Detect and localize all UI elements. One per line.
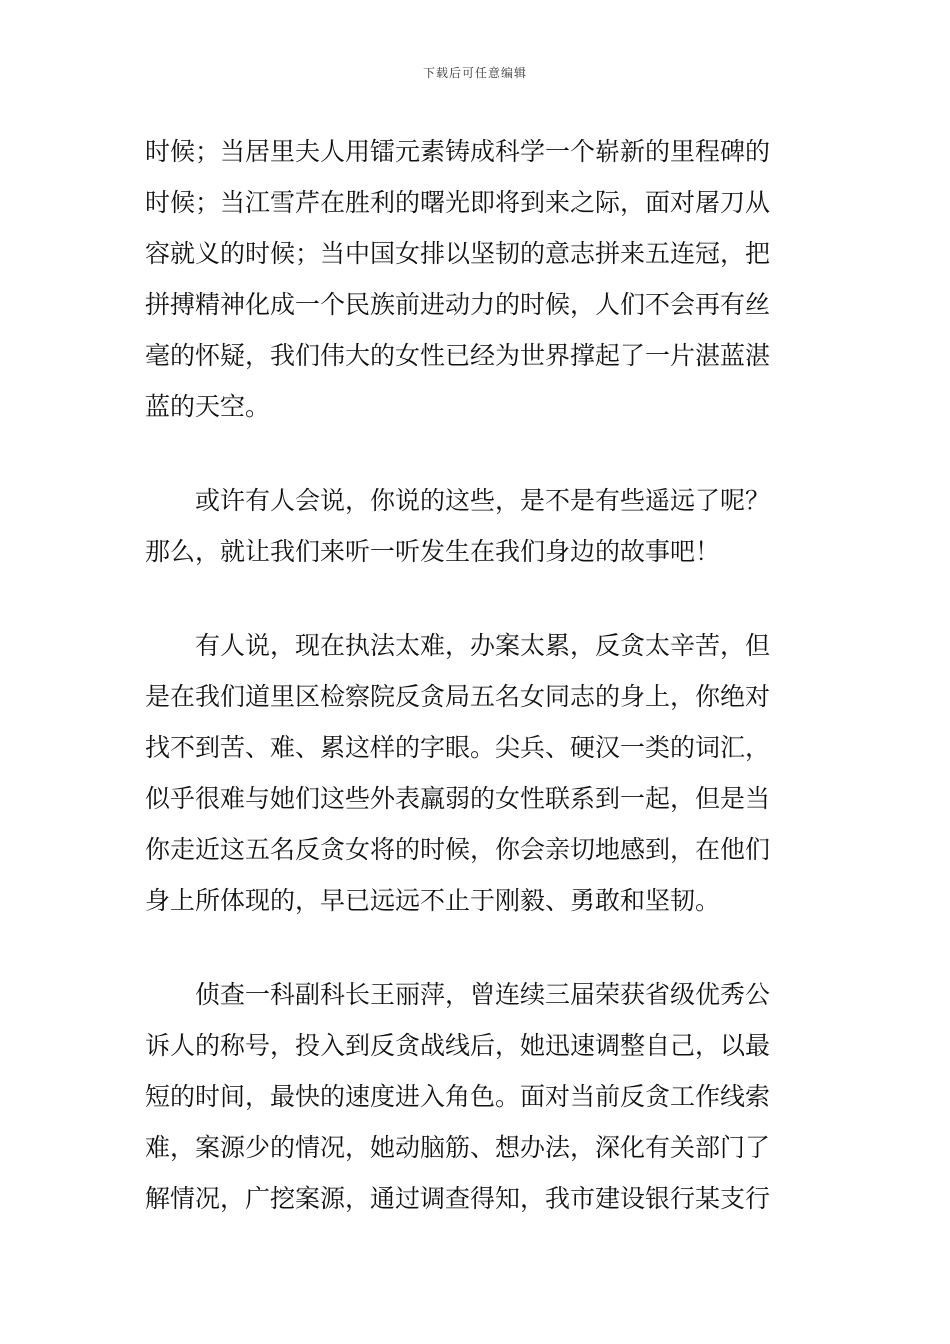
text-line: 找不到苦、难、累这样的字眼。尖兵、硬汉一类的词汇， — [145, 733, 771, 762]
text-line: 短的时间，最快的速度进入角色。面对当前反贪工作线索 — [145, 1082, 771, 1111]
text-line: 诉人的称号，投入到反贪战线后，她迅速调整自己，以最 — [145, 1031, 771, 1060]
paragraph — [145, 969, 811, 1224]
text-line: 似乎很难与她们这些外表羸弱的女性联系到一起，但是当 — [145, 784, 771, 813]
text-line: 难，案源少的情况，她动脑筋、想办法，深化有关部门了 — [145, 1133, 771, 1162]
text-line: 毫的怀疑，我们伟大的女性已经为世界撑起了一片湛蓝湛 — [145, 341, 771, 370]
paragraph — [145, 126, 811, 432]
text-line: 拼搏精神化成一个民族前进动力的时候，人们不会再有丝 — [145, 290, 771, 319]
text-line: 容就义的时候；当中国女排以坚韧的意志拼来五连冠，把 — [145, 239, 771, 268]
text-line: 时候；当江雪芹在胜利的曙光即将到来之际，面对屠刀从 — [145, 188, 771, 217]
text-line: 时候；当居里夫人用镭元素铸成科学一个崭新的里程碑的 — [145, 137, 771, 166]
page-header: 下载后可任意编辑 — [422, 66, 527, 80]
text-line: 解情况，广挖案源，通过调查得知，我市建设银行某支行 — [145, 1184, 771, 1213]
paragraph — [145, 620, 811, 926]
document-body — [145, 126, 811, 1224]
paragraph — [145, 475, 811, 577]
paragraph-gap — [145, 926, 811, 969]
text-line: 身上所体现的，早已远远不止于刚毅、勇敢和坚韧。 — [145, 886, 721, 915]
text-line: 蓝的天空。 — [145, 392, 271, 421]
text-line: 侦查一科副科长王丽萍，曾连续三届荣获省级优秀公 — [145, 980, 771, 1009]
text-line: 或许有人会说，你说的这些，是不是有些遥远了呢？ — [145, 486, 771, 515]
text-line: 有人说，现在执法太难，办案太累，反贪太辛苦，但 — [145, 631, 771, 660]
text-line: 你走近这五名反贪女将的时候，你会亲切地感到，在他们 — [145, 835, 771, 864]
text-line: 是在我们道里区检察院反贪局五名女同志的身上，你绝对 — [145, 682, 771, 711]
paragraph-gap — [145, 577, 811, 620]
text-line: 那么，就让我们来听一听发生在我们身边的故事吧！ — [145, 537, 721, 566]
paragraph-gap — [145, 432, 811, 475]
